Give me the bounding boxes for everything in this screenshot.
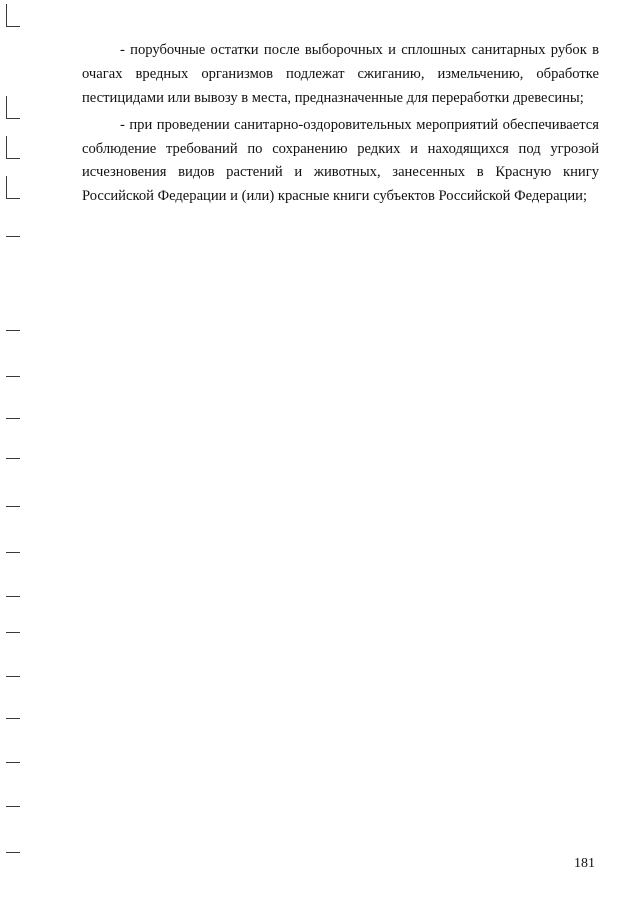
scan-edge-marks	[6, 0, 26, 905]
scan-mark	[6, 330, 20, 331]
scan-mark	[6, 806, 20, 807]
scan-mark	[6, 118, 20, 119]
scan-mark	[6, 552, 20, 553]
scan-mark	[6, 158, 20, 159]
scan-mark	[6, 506, 20, 507]
scan-mark	[6, 96, 7, 118]
scan-mark	[6, 458, 20, 459]
scan-mark	[6, 26, 20, 27]
page-text	[82, 39, 599, 212]
page-number: 181	[574, 856, 595, 871]
scan-mark	[6, 198, 20, 199]
scan-mark	[6, 632, 20, 633]
scan-mark	[6, 136, 7, 158]
scan-mark	[6, 236, 20, 237]
scan-mark	[6, 852, 20, 853]
paragraph: - при проведении санитарно-оздоровительных мероприятий обеспечивается соблюдение требований по сохранению редких и находящихся под угрозой исчезновения видов растений и животных, занесенных в Красную книгу Российской Федерации и (или) красные книги субъектов Российской Федерации;	[82, 116, 599, 205]
scan-mark	[6, 376, 20, 377]
scan-mark	[6, 418, 20, 419]
paragraph: - порубочные остатки после выборочных и сплошных санитарных рубок в очагах вредных организмов подлежат сжиганию, измельчению, обработке пестицидами или вывозу в места, предназначенные для переработки древесины;	[82, 42, 599, 106]
scan-mark	[6, 4, 7, 26]
scan-mark	[6, 676, 20, 677]
scan-mark	[6, 176, 7, 198]
scan-mark	[6, 762, 20, 763]
scan-mark	[6, 718, 20, 719]
scan-mark	[6, 596, 20, 597]
